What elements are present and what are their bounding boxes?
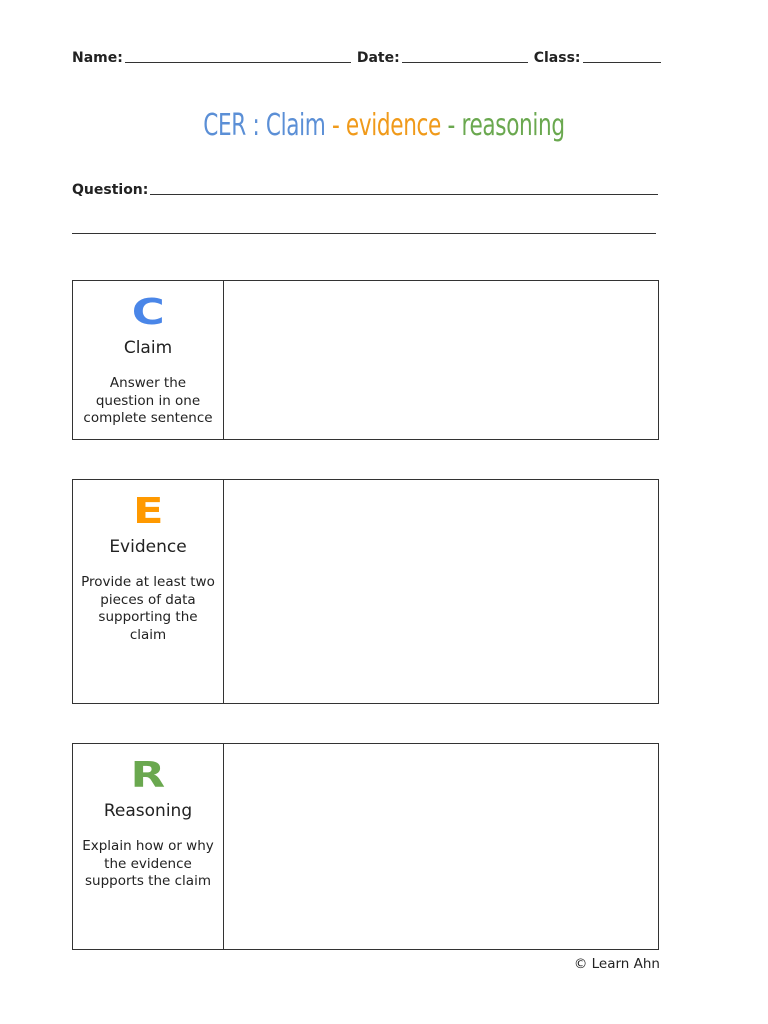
claim-letter: C	[131, 292, 165, 333]
claim-description: Answer the question in one complete sentence	[83, 375, 213, 426]
name-field[interactable]	[125, 48, 351, 63]
claim-answer-area[interactable]	[224, 281, 658, 439]
title-dash-1: -	[331, 108, 340, 143]
claim-title: Claim	[123, 338, 173, 358]
reasoning-section	[72, 743, 659, 950]
question-field-line-2[interactable]	[72, 233, 656, 234]
name-label: Name:	[72, 50, 123, 66]
question-row	[72, 182, 658, 198]
title-dash-2: -	[447, 108, 455, 143]
evidence-letter: E	[132, 491, 164, 532]
claim-label-cell	[73, 281, 224, 439]
title-claim: Claim	[265, 108, 326, 143]
reasoning-title: Reasoning	[103, 801, 193, 821]
page-title	[108, 108, 661, 143]
evidence-title: Evidence	[109, 537, 187, 557]
date-label: Date:	[356, 50, 400, 66]
question-field[interactable]	[150, 180, 658, 195]
question-label: Question:	[72, 182, 149, 198]
date-field[interactable]	[402, 48, 528, 63]
title-evidence: evidence	[345, 108, 441, 143]
claim-section	[72, 280, 659, 440]
class-label: Class:	[533, 50, 581, 66]
evidence-description: Provide at least two pieces of data supporting the claim	[81, 574, 215, 643]
reasoning-letter: R	[130, 755, 166, 796]
reasoning-description: Explain how or why the evidence supports the claim	[82, 838, 214, 889]
reasoning-answer-area[interactable]	[224, 744, 658, 949]
copyright-footer: © Learn Ahn	[573, 956, 660, 972]
title-cer: CER :	[203, 108, 260, 143]
class-field[interactable]	[583, 48, 661, 63]
reasoning-label-cell	[73, 744, 224, 949]
evidence-section	[72, 479, 659, 704]
header-fields	[72, 46, 662, 66]
evidence-label-cell	[73, 480, 224, 703]
title-reasoning: reasoning	[461, 108, 565, 143]
evidence-answer-area[interactable]	[224, 480, 658, 703]
